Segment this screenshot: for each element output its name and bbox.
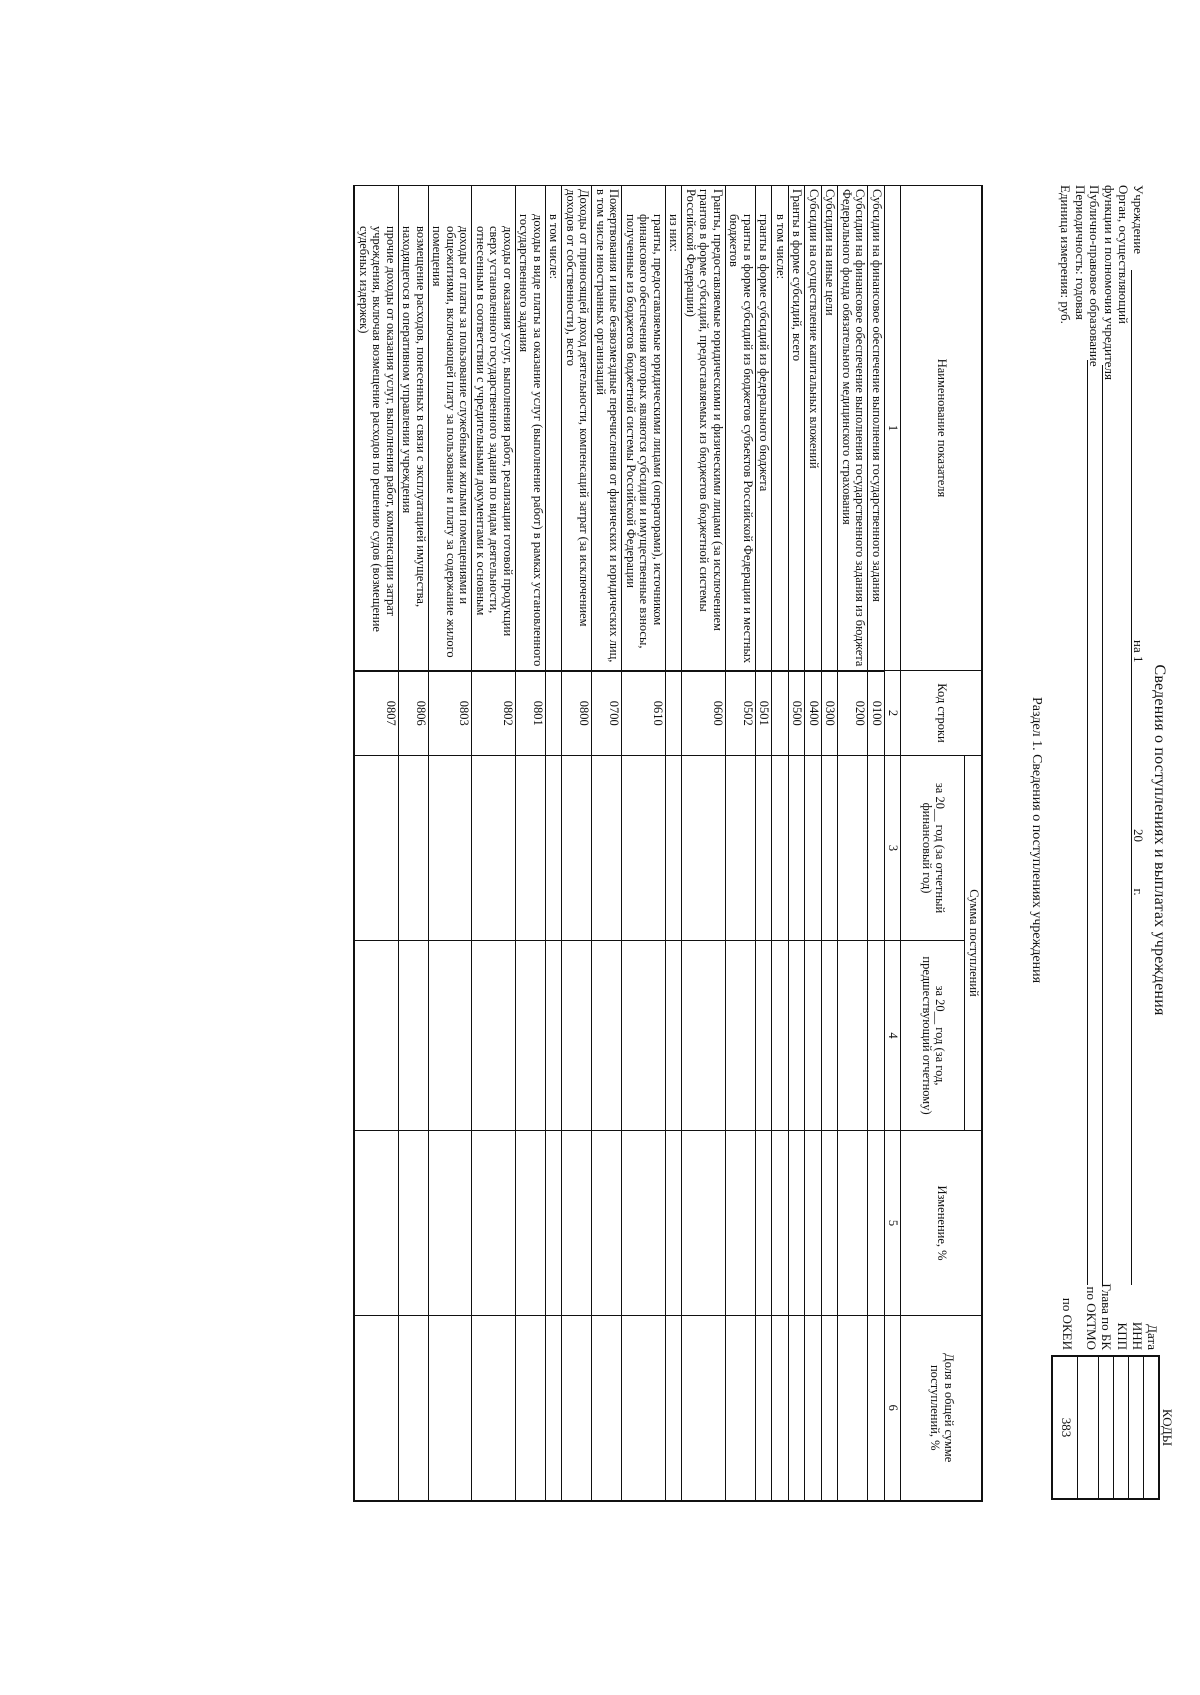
- row-change-input[interactable]: [822, 1131, 839, 1316]
- row-change-input[interactable]: [868, 1131, 885, 1316]
- date-suffix: г.: [1131, 888, 1146, 896]
- row-current-year-input[interactable]: [592, 756, 622, 941]
- document-title: Сведения о поступлениях и выплатах учреждения: [1151, 664, 1168, 1016]
- date-blank: [1131, 666, 1146, 826]
- row-code: [546, 671, 563, 756]
- row-share-input[interactable]: [546, 1316, 563, 1501]
- row-previous-year-input[interactable]: [592, 941, 622, 1131]
- row-name: в том числе:: [546, 186, 563, 671]
- row-code: 0806: [399, 671, 429, 756]
- row-code: [772, 671, 789, 756]
- row-code: 0502: [726, 671, 756, 756]
- row-change-input[interactable]: [472, 1131, 516, 1316]
- row-share-input[interactable]: [622, 1316, 666, 1501]
- table-body: [355, 186, 885, 1501]
- row-name: гранты в форме субсидий из федерального бюджета: [756, 186, 773, 671]
- row-previous-year-input[interactable]: [789, 941, 806, 1131]
- row-share-input[interactable]: [772, 1316, 789, 1501]
- row-previous-year-input[interactable]: [399, 941, 429, 1131]
- field-organ-2: функции и полномочия учредителя: [1102, 185, 1117, 380]
- row-previous-year-input[interactable]: [429, 941, 473, 1131]
- row-code: 0801: [516, 671, 546, 756]
- row-name: гранты, предоставляемые юридическими лицами (операторами), источником финансового обеспечения которых являются субсидии и имущественные взносы, полученные из бюджетов бюджетной системы Российской Федерации: [622, 186, 666, 671]
- field-unit: Единица измерения: руб.: [1058, 185, 1074, 324]
- row-previous-year-input[interactable]: [726, 941, 756, 1131]
- row-current-year-input[interactable]: [546, 756, 563, 941]
- row-code: 0300: [822, 671, 839, 756]
- table-row: [546, 186, 563, 1501]
- row-current-year-input[interactable]: [726, 756, 756, 941]
- row-code: 0700: [592, 671, 622, 756]
- row-change-input[interactable]: [562, 1131, 592, 1316]
- row-current-year-input[interactable]: [756, 756, 773, 941]
- row-share-input[interactable]: [429, 1316, 473, 1501]
- row-name: Гранты в форме субсидий, всего: [789, 186, 806, 671]
- row-previous-year-input[interactable]: [772, 941, 789, 1131]
- code-okei: 383: [1059, 1417, 1074, 1438]
- table-row: [838, 186, 868, 1501]
- row-share-input[interactable]: [666, 1316, 683, 1501]
- label-glava: Глава по БК: [1099, 1283, 1114, 1350]
- row-name: Пожертвования и иные безвозмездные перечисления от физических и юридических лиц, в том числе иностранных организаций: [592, 186, 622, 671]
- row-previous-year-input[interactable]: [682, 941, 726, 1131]
- row-name: гранты в форме субсидий из бюджетов субъектов Российской Федерации и местных бюджетов: [726, 186, 756, 671]
- receipts-table: [354, 185, 984, 1502]
- row-previous-year-input[interactable]: [756, 941, 773, 1131]
- row-share-input[interactable]: [805, 1316, 822, 1501]
- header-change: Изменение, %: [901, 1131, 982, 1316]
- label-inn: ИНН: [1130, 1321, 1145, 1350]
- row-current-year-input[interactable]: [622, 756, 666, 941]
- header-name: Наименование показателя: [901, 186, 982, 671]
- row-change-input[interactable]: [838, 1131, 868, 1316]
- row-change-input[interactable]: [355, 1131, 399, 1316]
- row-name: Субсидии на осуществление капитальных вложений: [805, 186, 822, 671]
- code-inn: [1128, 1357, 1143, 1498]
- row-current-year-input[interactable]: [399, 756, 429, 941]
- row-share-input[interactable]: [516, 1316, 546, 1501]
- row-share-input[interactable]: [838, 1316, 868, 1501]
- field-organ-1: Орган, осуществляющий: [1116, 185, 1132, 324]
- row-code: 0100: [868, 671, 885, 756]
- row-code: 0200: [838, 671, 868, 756]
- row-share-input[interactable]: [726, 1316, 756, 1501]
- row-name: Гранты, предоставляемые юридическими и физическими лицами (за исключением грантов в форме субсидий, предоставляемых из бюджетов бюджетной системы Российской Федерации): [682, 186, 726, 671]
- table-row: [868, 186, 885, 1501]
- table-row: [726, 186, 756, 1501]
- date-prefix: на 1: [1131, 640, 1146, 663]
- row-name: доходы в виде платы за оказание услуг (выполнение работ) в рамках установленного государственного задания: [516, 186, 546, 671]
- code-kpp: [1113, 1357, 1128, 1498]
- row-current-year-input[interactable]: [682, 756, 726, 941]
- code-glava: [1098, 1357, 1113, 1498]
- row-current-year-input[interactable]: [805, 756, 822, 941]
- row-previous-year-input[interactable]: [546, 941, 563, 1131]
- col-num-5: 5: [885, 1131, 902, 1316]
- field-institution: Учреждение: [1131, 185, 1146, 255]
- table-row: [756, 186, 773, 1501]
- row-current-year-input[interactable]: [429, 756, 473, 941]
- table-row: [472, 186, 516, 1501]
- table-row: [355, 186, 399, 1501]
- row-change-input[interactable]: [666, 1131, 683, 1316]
- row-change-input[interactable]: [429, 1131, 473, 1316]
- row-name: прочие доходы от оказания услуг, выполнения работ, компенсации затрат учреждения, включая возмещение расходов по решению судов (возмещение судебных издержек): [355, 186, 399, 671]
- row-change-input[interactable]: [805, 1131, 822, 1316]
- row-previous-year-input[interactable]: [666, 941, 683, 1131]
- row-share-input[interactable]: [756, 1316, 773, 1501]
- col-num-6: 6: [885, 1316, 902, 1501]
- row-current-year-input[interactable]: [822, 756, 839, 941]
- col-num-3: 3: [885, 756, 902, 941]
- row-change-input[interactable]: [726, 1131, 756, 1316]
- row-previous-year-input[interactable]: [805, 941, 822, 1131]
- row-name: доходы от оказания услуг, выполнения работ, реализации готовой продукции сверх установленного государственного задания по видам деятельности, отнесенным в соответствии с учредительными документами к основным: [472, 186, 516, 671]
- row-code: 0500: [789, 671, 806, 756]
- row-name: из них:: [666, 186, 683, 671]
- row-name: Доходы от приносящей доход деятельности, компенсаций затрат (за исключением доходов от собственности), всего: [562, 186, 592, 671]
- row-change-input[interactable]: [622, 1131, 666, 1316]
- label-date: Дата: [1145, 1324, 1160, 1350]
- table-row: [666, 186, 683, 1501]
- year-blank: [1131, 845, 1146, 885]
- row-name: в том числе:: [772, 186, 789, 671]
- field-public-entity: Публично-правовое образование: [1087, 185, 1103, 367]
- row-name: возмещение расходов, понесенных в связи с эксплуатацией имущества, находящегося в оперативном управлении учреждения: [399, 186, 429, 671]
- row-current-year-input[interactable]: [562, 756, 592, 941]
- header-share: Доля в общей сумме поступлений, %: [901, 1316, 982, 1501]
- row-code: 0800: [562, 671, 592, 756]
- row-code: [666, 671, 683, 756]
- row-change-input[interactable]: [789, 1131, 806, 1316]
- organ-line: [1102, 365, 1103, 1285]
- codes-box: [1051, 1355, 1160, 1500]
- table-row: [399, 186, 429, 1501]
- row-current-year-input[interactable]: [789, 756, 806, 941]
- row-name: доходы от платы за пользование служебными жилыми помещениями и общежитиями, включающей плату за пользование и плату за содержание жилого помещения: [429, 186, 473, 671]
- row-code: 0803: [429, 671, 473, 756]
- header-current-year: за 20__ год (за отчетный финансовый год): [901, 756, 965, 941]
- col-num-4: 4: [885, 941, 902, 1131]
- table-row: [682, 186, 726, 1501]
- row-change-input[interactable]: [772, 1131, 789, 1316]
- row-code: 0610: [622, 671, 666, 756]
- section-title: Раздел 1. Сведения о поступлениях учреждения: [1029, 696, 1044, 984]
- row-share-input[interactable]: [355, 1316, 399, 1501]
- row-previous-year-input[interactable]: [472, 941, 516, 1131]
- table-row: [772, 186, 789, 1501]
- row-previous-year-input[interactable]: [838, 941, 868, 1131]
- row-current-year-input[interactable]: [666, 756, 683, 941]
- row-change-input[interactable]: [516, 1131, 546, 1316]
- field-periodicity: Периодичность: годовая: [1073, 185, 1088, 320]
- row-code: 0802: [472, 671, 516, 756]
- table-row: [562, 186, 592, 1501]
- header-sum-group: Сумма поступлений: [965, 756, 982, 1131]
- public-entity-line: [1087, 360, 1088, 1285]
- code-date: [1143, 1357, 1158, 1498]
- table-row: [822, 186, 839, 1501]
- row-current-year-input[interactable]: [355, 756, 399, 941]
- col-num-1: 1: [885, 186, 902, 671]
- row-current-year-input[interactable]: [838, 756, 868, 941]
- table-row: [516, 186, 546, 1501]
- row-previous-year-input[interactable]: [562, 941, 592, 1131]
- row-change-input[interactable]: [399, 1131, 429, 1316]
- row-name: Субсидии на финансовое обеспечение выполнения государственного задания из бюджета Федерального фонда обязательного медицинского страхования: [838, 186, 868, 671]
- row-share-input[interactable]: [399, 1316, 429, 1501]
- table-row: [429, 186, 473, 1501]
- row-current-year-input[interactable]: [772, 756, 789, 941]
- row-code: 0600: [682, 671, 726, 756]
- table-row: [805, 186, 822, 1501]
- header-previous-year: за 20__ год (за год, предшествующий отчетному): [901, 941, 965, 1131]
- col-num-2: 2: [885, 671, 902, 756]
- row-previous-year-input[interactable]: [355, 941, 399, 1131]
- row-change-input[interactable]: [592, 1131, 622, 1316]
- code-oktmo: [1077, 1357, 1098, 1498]
- row-previous-year-input[interactable]: [822, 941, 839, 1131]
- table-row: [789, 186, 806, 1501]
- row-name: Субсидии на иные цели: [822, 186, 839, 671]
- label-okei: по ОКЕИ: [1060, 1297, 1075, 1350]
- row-change-input[interactable]: [546, 1131, 563, 1316]
- codes-title: КОДЫ: [1160, 1408, 1175, 1447]
- row-share-input[interactable]: [822, 1316, 839, 1501]
- row-previous-year-input[interactable]: [516, 941, 546, 1131]
- row-code: 0501: [756, 671, 773, 756]
- row-share-input[interactable]: [682, 1316, 726, 1501]
- row-share-input[interactable]: [592, 1316, 622, 1501]
- label-kpp: КПП: [1115, 1322, 1130, 1350]
- row-change-input[interactable]: [682, 1131, 726, 1316]
- row-name: Субсидии на финансовое обеспечение выполнения государственного задания: [868, 186, 885, 671]
- date-year-prefix: 20: [1131, 828, 1146, 842]
- table-row: [622, 186, 666, 1501]
- row-current-year-input[interactable]: [472, 756, 516, 941]
- row-previous-year-input[interactable]: [622, 941, 666, 1131]
- row-code: 0400: [805, 671, 822, 756]
- row-change-input[interactable]: [756, 1131, 773, 1316]
- row-share-input[interactable]: [472, 1316, 516, 1501]
- row-share-input[interactable]: [562, 1316, 592, 1501]
- row-previous-year-input[interactable]: [868, 941, 885, 1131]
- table-row: [592, 186, 622, 1501]
- row-share-input[interactable]: [868, 1316, 885, 1501]
- header-code: Код строки: [901, 671, 982, 756]
- row-share-input[interactable]: [789, 1316, 806, 1501]
- row-code: 0807: [355, 671, 399, 756]
- label-oktmo: по ОКТМО: [1084, 1286, 1099, 1350]
- row-current-year-input[interactable]: [868, 756, 885, 941]
- institution-line: [1131, 270, 1132, 1285]
- row-current-year-input[interactable]: [516, 756, 546, 941]
